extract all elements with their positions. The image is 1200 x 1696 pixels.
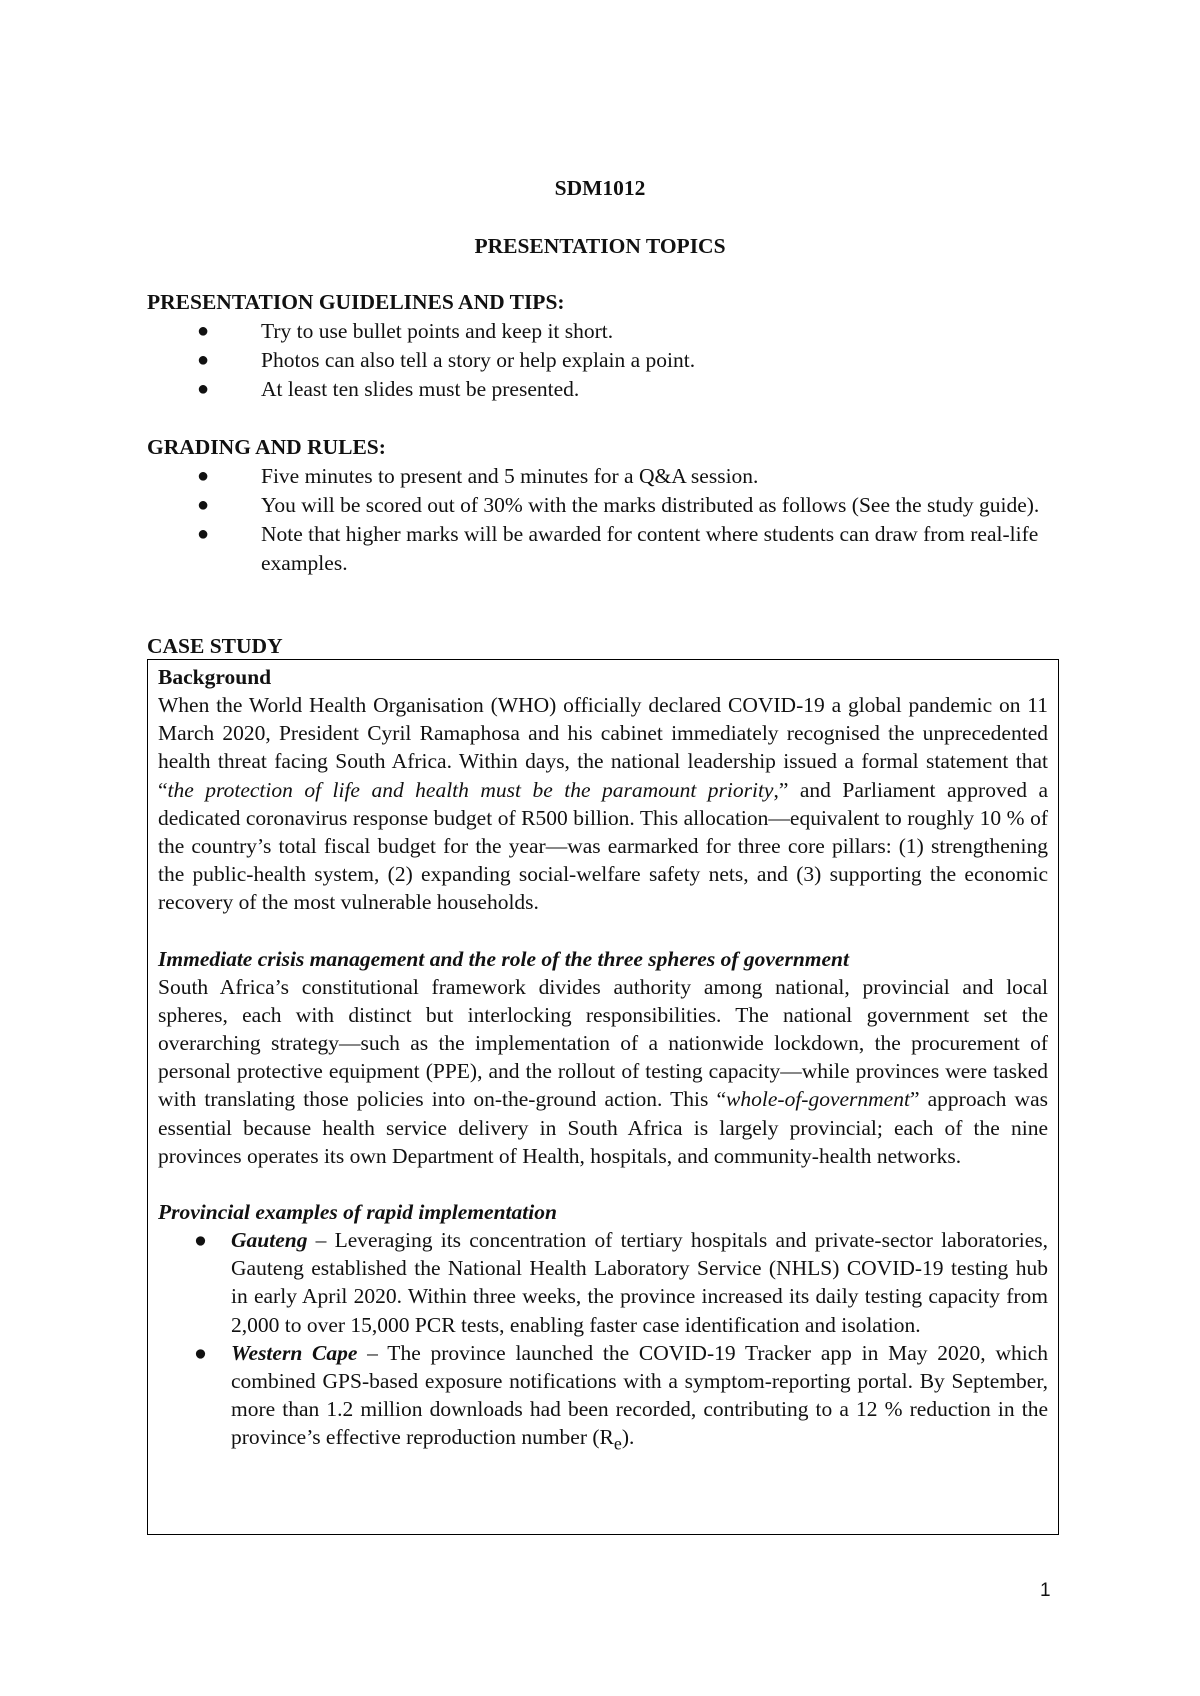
bullet-icon: ●	[197, 494, 210, 516]
list-item: ● Photos can also tell a story or help explain a point.	[147, 346, 1067, 375]
guidelines-heading: PRESENTATION GUIDELINES AND TIPS:	[147, 290, 565, 314]
bullet-icon: ●	[197, 465, 210, 487]
crisis-heading: Immediate crisis management and the role of the three spheres of government	[158, 946, 849, 971]
case-study-heading: CASE STUDY	[147, 634, 283, 658]
grading-list	[147, 462, 1067, 578]
course-code: SDM1012	[554, 176, 646, 200]
provincial-list	[158, 1226, 1048, 1458]
bullet-icon: ●	[197, 320, 210, 342]
bullet-icon: ●	[194, 1340, 207, 1365]
list-item: ● Note that higher marks will be awarded for content where students can draw from real-life examples.	[197, 522, 1039, 575]
case-study-box	[147, 659, 1059, 1535]
bullet-icon: ●	[197, 378, 210, 400]
bullet-icon: ●	[194, 1228, 207, 1253]
document-title: PRESENTATION TOPICS	[474, 234, 726, 258]
grading-heading: GRADING AND RULES:	[147, 435, 386, 459]
list-item: ● You will be scored out of 30% with the marks distributed as follows (See the study guide).	[147, 491, 1067, 520]
list-item: ● At least ten slides must be presented.	[147, 375, 1067, 404]
background-paragraph: When the World Health Organisation (WHO) officially declared COVID-19 a global pandemic on 11 March 2020, President Cyril Ramaphosa and his cabinet immediately recognised the unprecedented health threat facing South Africa. Within days, the national leadership issued a formal statement that “the protection of life and health must be the paramount priority,” and Parliament approved a dedicated coronavirus response budget of R500 billion. This allocation—equivalent to roughly 10 % of the country’s total fiscal budget for the year—was earmarked for three core pillars: (1) strengthening the public-health system, (2) expanding social-welfare safety nets, and (3) supporting the economic recovery of the most vulnerable households.	[158, 693, 1048, 915]
provincial-heading: Provincial examples of rapid implementation	[158, 1200, 557, 1225]
page-number: 1	[1040, 1580, 1051, 1601]
guidelines-list	[147, 317, 1067, 404]
bullet-icon: ●	[197, 523, 210, 545]
list-item: ● Try to use bullet points and keep it short.	[147, 317, 1067, 346]
background-heading: Background	[158, 665, 272, 689]
list-item: ● Gauteng – Leveraging its concentration of tertiary hospitals and private-sector laboratories, Gauteng established the National Health Laboratory Service (NHLS) COVID-19 testing hub in early April 2020. Within three weeks, the province increased its daily testing capacity from 2,000 to over 15,000 PCR tests, enabling faster case identification and isolation.	[194, 1228, 1048, 1337]
bullet-icon: ●	[197, 349, 210, 371]
list-item: ● Western Cape – The province launched the COVID-19 Tracker app in May 2020, which combined GPS-based exposure notifications with a symptom-reporting portal. By September, more than 1.2 million downloads had been recorded, contributing to a 12 % reduction in the province’s effective reproduction number $(R_e)$.	[194, 1340, 1048, 1454]
list-item: ● Five minutes to present and 5 minutes for a Q&A session.	[147, 462, 1067, 491]
crisis-paragraph: South Africa’s constitutional framework divides authority among national, provincial and local spheres, each with distinct but interlocking responsibilities. The national government set the overarching strategy—such as the implementation of a nationwide lockdown, the procurement of personal protective equipment (PPE), and the rollout of testing capacity—while provinces were tasked with translating those policies into on-the-ground action. This “whole-of-government” approach was essential because health service delivery in South Africa is largely provincial; each of the nine provinces operates its own Department of Health, hospitals, and community-health networks.	[158, 974, 1048, 1168]
